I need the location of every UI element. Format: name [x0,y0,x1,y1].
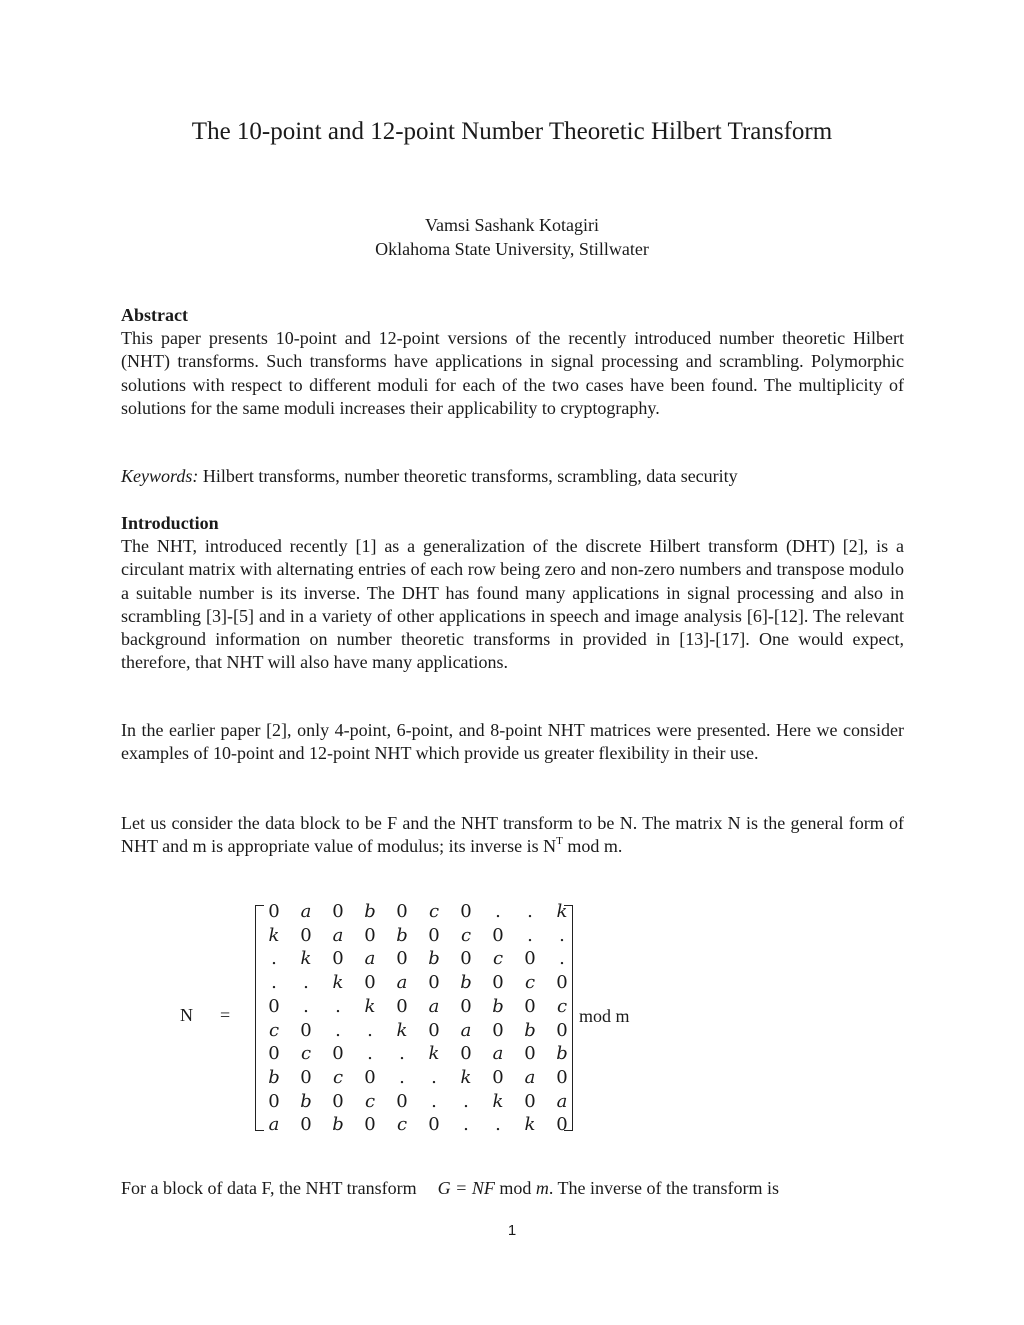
matrix-cell: 0 [524,948,536,970]
matrix-cell: b [268,1066,280,1088]
matrix-cell: . [559,924,565,946]
matrix-cell: 0 [492,924,504,946]
abstract-section [121,304,904,420]
matrix-row [263,948,567,971]
matrix-cell: . [335,1019,341,1041]
matrix-cell: c [492,948,504,970]
matrix-equals: = [220,1005,231,1025]
matrix-cell: 0 [364,1114,376,1136]
matrix-cell: 0 [332,1090,344,1112]
matrix-cell: . [431,1090,437,1112]
matrix-row [263,901,567,924]
matrix-cell: . [303,972,309,994]
matrix-cell: 0 [556,1114,568,1136]
matrix-cell: 0 [556,1019,568,1041]
matrix-cell: a [364,948,376,970]
matrix-cell: c [428,901,440,922]
author-block [0,213,1024,261]
matrix-cell: 0 [492,1066,504,1088]
matrix-cell: k [396,1019,408,1041]
author-affiliation: Oklahoma State University, Stillwater [375,239,649,259]
matrix-cell: b [396,924,408,946]
matrix-cell: . [495,1114,501,1136]
matrix-cell: 0 [492,1019,504,1041]
matrix-cell: . [559,948,565,970]
matrix-cell: . [431,1066,437,1088]
matrix-cell: 0 [428,1114,440,1136]
matrix-cell: 0 [460,901,472,922]
matrix-row [263,1020,567,1043]
matrix-cell: b [332,1114,344,1136]
matrix-cell: 0 [332,948,344,970]
matrix-cell: 0 [460,948,472,970]
matrix-cell: 0 [332,1043,344,1065]
matrix-cell: a [524,1066,536,1088]
matrix-cell: k [460,1066,472,1088]
matrix-cell: a [268,1114,280,1136]
matrix-cell: k [364,995,376,1017]
matrix-cell: a [492,1043,504,1065]
mod-word: mod [494,1178,536,1198]
matrix-cell: 0 [268,1043,280,1065]
abstract-text: This paper presents 10-point and 12-point versions of the recently introduced number theoretic Hilbert (NHT) transforms. Such transforms have applications in signal processing and scrambling. Polymorphic solutions with respect to different moduli for each of the two cases have been found. The multiplicity of solutions for the same moduli increases their applicability to cryptography. [121,328,904,418]
matrix-cell: . [271,972,277,994]
matrix-row [263,1067,567,1090]
matrix-cell: . [367,1019,373,1041]
matrix-cell: . [335,995,341,1017]
matrix-cell: 0 [492,972,504,994]
matrix-cell: 0 [524,995,536,1017]
paper-title: The 10-point and 12-point Number Theoretic Hilbert Transform [191,118,833,145]
matrix-cell: a [556,1090,568,1112]
matrix-row [263,1091,567,1114]
matrix-cell: k [428,1043,440,1065]
matrix-cell: . [463,1090,469,1112]
matrix-cell: 0 [268,995,280,1017]
matrix-cell: 0 [556,1066,568,1088]
intro-paragraph-3 [121,812,904,861]
matrix-cell: . [463,1114,469,1136]
matrix-cell: b [428,948,440,970]
matrix-name: N [180,1005,193,1025]
author-name: Vamsi Sashank Kotagiri [425,215,599,235]
introduction-heading: Introduction [121,513,219,533]
matrix-cell: c [556,995,568,1017]
keywords-text: Hilbert transforms, number theoretic transforms, scrambling, data security [202,466,738,486]
matrix-cell: b [300,1090,312,1112]
matrix-cell: 0 [524,1090,536,1112]
matrix-cell: k [492,1090,504,1112]
matrix-cell: 0 [396,901,408,922]
p3-tail: mod m. [562,836,623,857]
matrix-cell: c [396,1114,408,1136]
matrix-cell: 0 [428,924,440,946]
abstract-heading: Abstract [121,305,188,325]
matrix-cell: 0 [460,995,472,1017]
matrix-cell: 0 [300,1114,312,1136]
matrix-cell: . [367,1043,373,1065]
p3-text: Let us consider the data block to be F and the NHT transform to be N. The matrix N is the general form of NHT and m is appropriate value of modulus; its inverse is N [121,813,904,857]
matrix-cell: c [460,924,472,946]
matrix-cell: 0 [556,972,568,994]
matrix-cell: 0 [364,924,376,946]
matrix-cell: a [460,1019,472,1041]
matrix-cell: . [271,948,277,970]
matrix-row [263,1043,567,1066]
matrix-cell: . [399,1066,405,1088]
matrix-cell: 0 [396,1090,408,1112]
matrix-cell: 0 [268,1090,280,1112]
matrix-cell: c [268,1019,280,1041]
matrix-cell: a [428,995,440,1017]
matrix-cell: 0 [332,901,344,922]
matrix-cell: 0 [524,1043,536,1065]
matrix-cell: k [556,901,568,922]
matrix-cell: 0 [428,972,440,994]
closing-tail: . The inverse of the transform is [548,1178,779,1198]
keywords-label: Keywords: [121,466,199,486]
matrix-cell: a [300,901,312,922]
closing-line [121,1178,779,1199]
matrix-cell: c [364,1090,376,1112]
nht-matrix [255,901,573,1136]
mod-variable: m [535,1178,549,1198]
intro-paragraph-2: In the earlier paper [2], only 4-point, 6-point, and 8-point NHT matrices were presented. Here we consider examples of 10-point and 12-point NHT which provide us greater flexibility in their use. [121,720,904,764]
matrix-cell: k [300,948,312,970]
matrix-cell: b [460,972,472,994]
matrix-row [263,972,567,995]
matrix-row [263,996,567,1019]
matrix-cell: 0 [364,1066,376,1088]
matrix-cell: . [303,995,309,1017]
matrix-row [263,925,567,948]
matrix-cell: c [524,972,536,994]
matrix-cell: b [492,995,504,1017]
matrix-cell: c [332,1066,344,1088]
matrix-cell: 0 [300,1019,312,1041]
matrix-cell: 0 [268,901,280,922]
transpose-superscript: T [556,835,563,848]
matrix-cell: . [527,901,533,922]
matrix-cell: 0 [300,1066,312,1088]
matrix-cell: c [300,1043,312,1065]
matrix-cell: b [364,901,376,922]
matrix-mod-suffix: mod m [579,1006,630,1026]
matrix-cell: b [556,1043,568,1065]
intro-paragraph-1: The NHT, introduced recently [1] as a generalization of the discrete Hilbert transform (DHT) [2], is a circulant matrix with alternating entries of each row being zero and non-zero numbers and transpose modulo a suitable number is its inverse. The DHT has found many applications in signal processing and also in scrambling [3]-[5] and in a variety of other applications in speech and image analysis [6]-[12]. The relevant background information on number theoretic transforms in provided in [13]-[17]. One would expect, therefore, that NHT will also have many applications. [121,536,904,673]
keywords-line [121,465,904,488]
matrix-cell: 0 [460,1043,472,1065]
matrix-cell: a [396,972,408,994]
matrix-cell: a [332,924,344,946]
matrix-cell: k [332,972,344,994]
matrix-cell: 0 [396,948,408,970]
introduction-section [121,512,904,674]
closing-text: For a block of data F, the NHT transform [121,1178,417,1198]
matrix-label [180,1005,230,1026]
transform-equation: G = NF [437,1178,495,1198]
matrix-cell: 0 [300,924,312,946]
matrix-cell: 0 [428,1019,440,1041]
matrix-cell: k [524,1114,536,1136]
matrix-cell: 0 [364,972,376,994]
matrix-cell: b [524,1019,536,1041]
matrix-cell: . [495,901,501,922]
matrix-cell: 0 [396,995,408,1017]
matrix-cell: . [399,1043,405,1065]
matrix-cell: k [268,924,280,946]
matrix-row [263,1114,567,1137]
page-number: 1 [507,1222,517,1239]
matrix-cell: . [527,924,533,946]
